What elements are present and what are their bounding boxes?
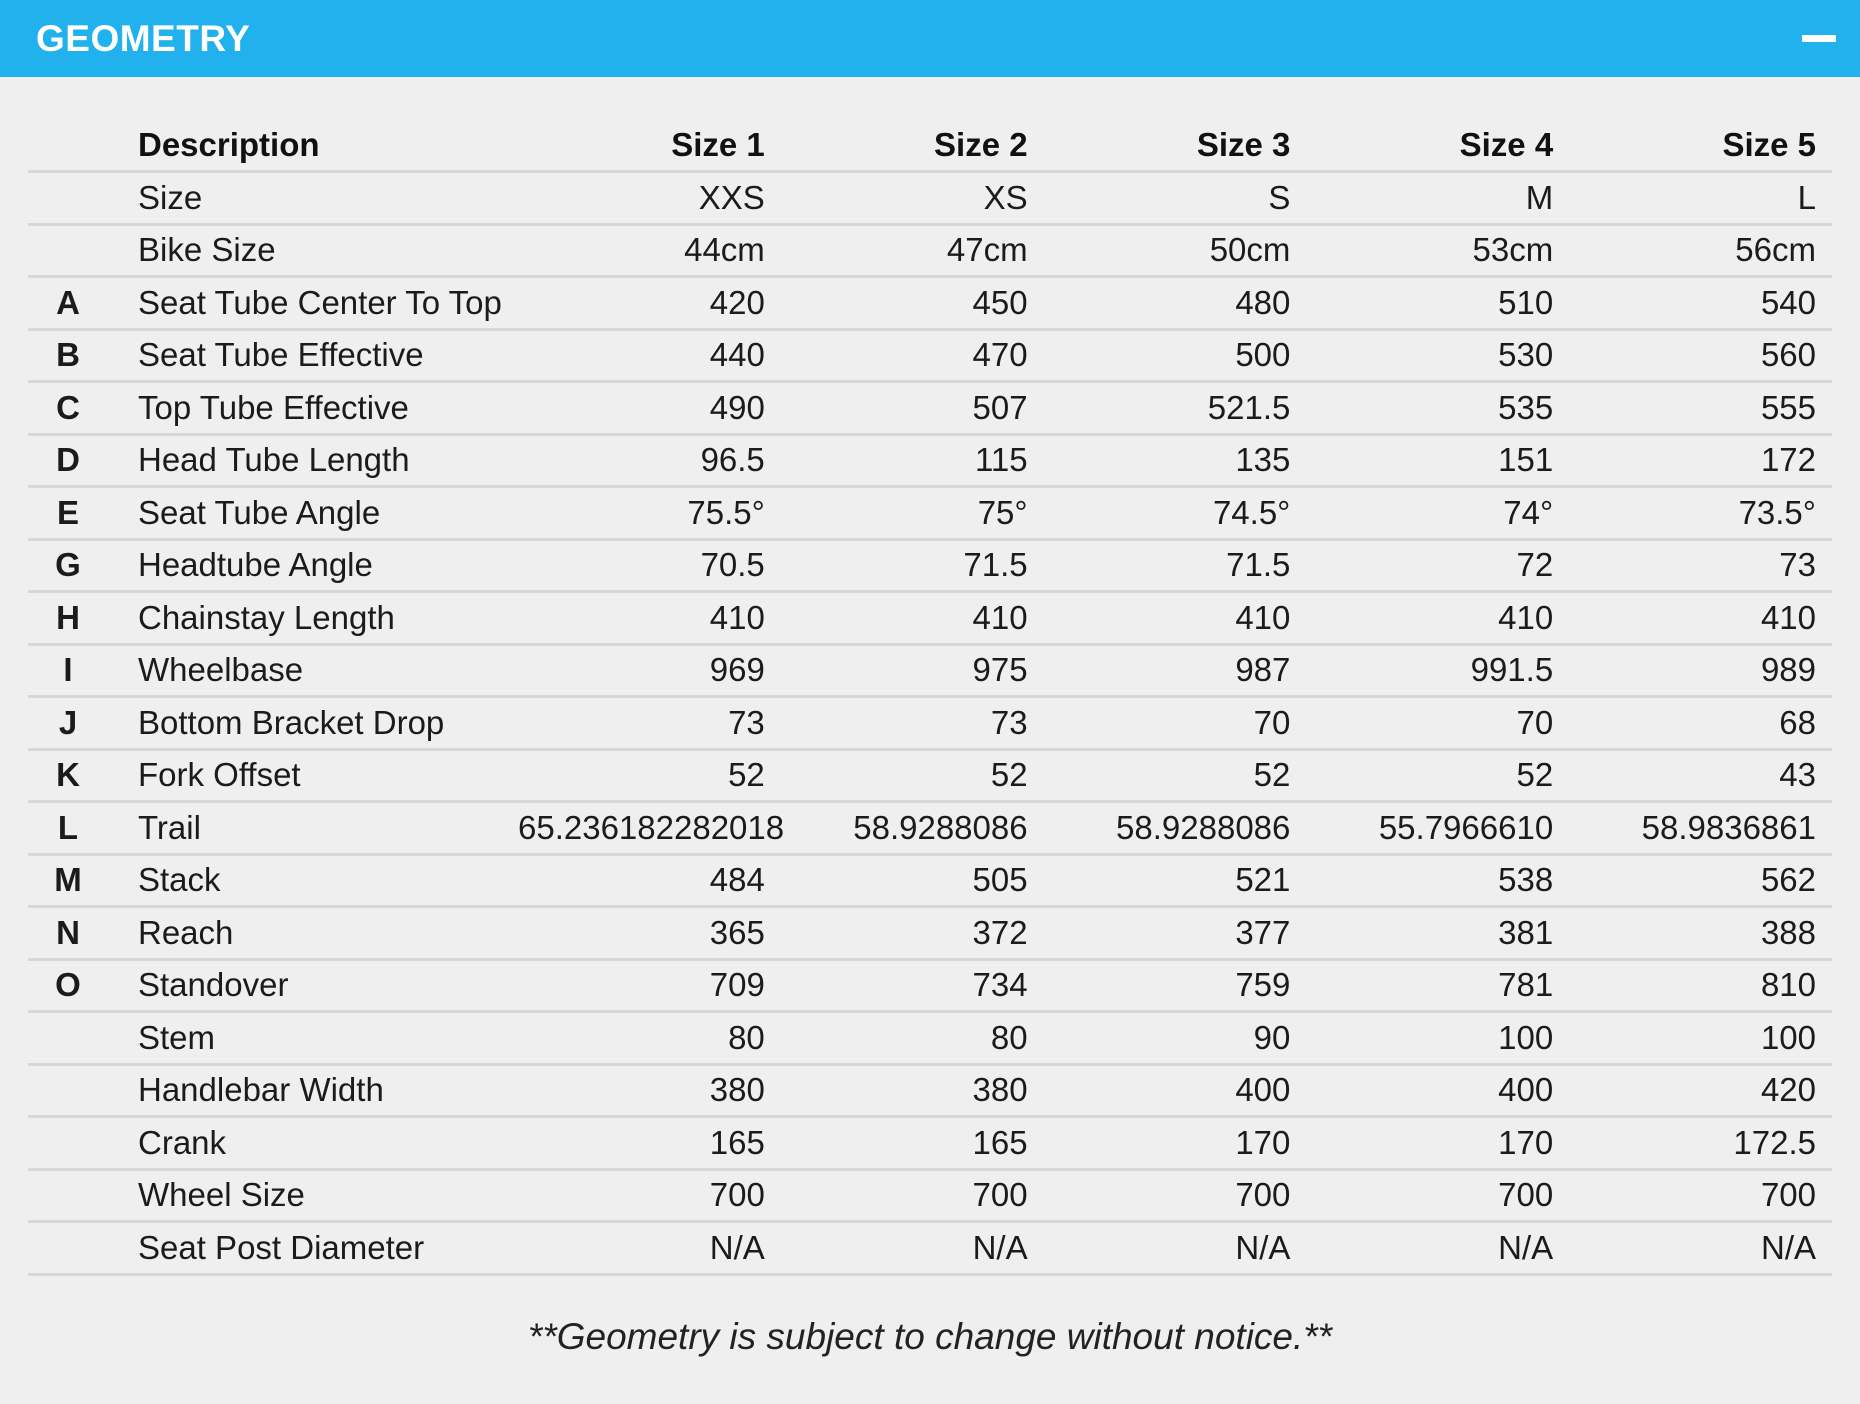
size-1-value: 70.5 [518, 539, 781, 592]
size-1-value: XXS [518, 172, 781, 225]
size-1-value: 420 [518, 277, 781, 330]
size-4-value: 410 [1306, 592, 1569, 645]
row-letter [28, 1117, 108, 1170]
size-3-value: 50cm [1044, 224, 1307, 277]
row-letter: D [28, 434, 108, 487]
size-5-value: 410 [1569, 592, 1832, 645]
row-letter: O [28, 959, 108, 1012]
row-description: Standover [108, 959, 518, 1012]
size-5-value: 100 [1569, 1012, 1832, 1065]
size-4-value: 781 [1306, 959, 1569, 1012]
size-4-value: 151 [1306, 434, 1569, 487]
row-letter: G [28, 539, 108, 592]
size-3-value: 90 [1044, 1012, 1307, 1065]
row-description: Top Tube Effective [108, 382, 518, 435]
size-1-value: 440 [518, 329, 781, 382]
size-2-value: 372 [781, 907, 1044, 960]
size-4-value: 74° [1306, 487, 1569, 540]
size-3-value: 377 [1044, 907, 1307, 960]
row-description: Wheel Size [108, 1169, 518, 1222]
size-1-value: 80 [518, 1012, 781, 1065]
size-2-value: XS [781, 172, 1044, 225]
row-description: Headtube Angle [108, 539, 518, 592]
row-letter: B [28, 329, 108, 382]
table-row [28, 959, 1832, 1012]
size-2-value: 165 [781, 1117, 1044, 1170]
size-1-value: 365 [518, 907, 781, 960]
minus-icon [1802, 35, 1836, 42]
size-4-value: 700 [1306, 1169, 1569, 1222]
size-5-value: 172 [1569, 434, 1832, 487]
row-description: Bottom Bracket Drop [108, 697, 518, 750]
table-row [28, 697, 1832, 750]
size-3-value: 135 [1044, 434, 1307, 487]
column-header-size-2: Size 2 [781, 119, 1044, 172]
size-1-value: 96.5 [518, 434, 781, 487]
size-1-value: 44cm [518, 224, 781, 277]
row-letter [28, 1064, 108, 1117]
size-5-value: 73.5° [1569, 487, 1832, 540]
row-description: Fork Offset [108, 749, 518, 802]
row-description: Trail [108, 802, 518, 855]
size-5-value: 172.5 [1569, 1117, 1832, 1170]
size-3-value: 521.5 [1044, 382, 1307, 435]
size-2-value: 470 [781, 329, 1044, 382]
table-row [28, 749, 1832, 802]
size-2-value: 410 [781, 592, 1044, 645]
size-5-value: 43 [1569, 749, 1832, 802]
row-description: Bike Size [108, 224, 518, 277]
table-row [28, 802, 1832, 855]
size-1-value: N/A [518, 1222, 781, 1275]
size-4-value: 53cm [1306, 224, 1569, 277]
size-5-value: 562 [1569, 854, 1832, 907]
size-5-value: 989 [1569, 644, 1832, 697]
table-row [28, 382, 1832, 435]
size-5-value: L [1569, 172, 1832, 225]
table-row [28, 1012, 1832, 1065]
row-letter: N [28, 907, 108, 960]
size-5-value: 388 [1569, 907, 1832, 960]
size-3-value: 70 [1044, 697, 1307, 750]
table-row [28, 434, 1832, 487]
size-2-value: 505 [781, 854, 1044, 907]
row-description: Seat Tube Center To Top [108, 277, 518, 330]
size-3-value: 400 [1044, 1064, 1307, 1117]
size-4-value: 70 [1306, 697, 1569, 750]
table-row [28, 172, 1832, 225]
table-row [28, 1117, 1832, 1170]
size-1-value: 75.5° [518, 487, 781, 540]
row-letter [28, 172, 108, 225]
size-3-value: 52 [1044, 749, 1307, 802]
column-header-size-3: Size 3 [1044, 119, 1307, 172]
table-row [28, 644, 1832, 697]
size-3-value: 480 [1044, 277, 1307, 330]
size-1-value: 969 [518, 644, 781, 697]
size-5-value: 700 [1569, 1169, 1832, 1222]
row-letter [28, 224, 108, 277]
size-4-value: 538 [1306, 854, 1569, 907]
table-header-row [28, 119, 1832, 172]
row-letter: K [28, 749, 108, 802]
table-row [28, 539, 1832, 592]
size-5-value: 540 [1569, 277, 1832, 330]
geometry-header[interactable] [0, 0, 1860, 77]
size-2-value: 71.5 [781, 539, 1044, 592]
table-row [28, 277, 1832, 330]
row-letter: A [28, 277, 108, 330]
size-1-value: 490 [518, 382, 781, 435]
size-5-value: 56cm [1569, 224, 1832, 277]
geometry-table-container [0, 77, 1860, 1276]
row-letter [28, 1169, 108, 1222]
size-2-value: 734 [781, 959, 1044, 1012]
size-2-value: 52 [781, 749, 1044, 802]
size-5-value: 68 [1569, 697, 1832, 750]
table-row [28, 224, 1832, 277]
size-4-value: 52 [1306, 749, 1569, 802]
row-description: Stack [108, 854, 518, 907]
collapse-button[interactable] [1796, 16, 1842, 62]
size-3-value: 500 [1044, 329, 1307, 382]
row-description: Chainstay Length [108, 592, 518, 645]
size-2-value: N/A [781, 1222, 1044, 1275]
size-1-value: 410 [518, 592, 781, 645]
size-2-value: 975 [781, 644, 1044, 697]
row-letter [28, 1012, 108, 1065]
row-letter: I [28, 644, 108, 697]
column-header-size-5: Size 5 [1569, 119, 1832, 172]
size-1-value: 165 [518, 1117, 781, 1170]
size-3-value: 74.5° [1044, 487, 1307, 540]
size-2-value: 115 [781, 434, 1044, 487]
size-4-value: 530 [1306, 329, 1569, 382]
row-letter: H [28, 592, 108, 645]
size-4-value: 170 [1306, 1117, 1569, 1170]
size-4-value: M [1306, 172, 1569, 225]
column-header-description: Description [108, 119, 518, 172]
size-3-value: 71.5 [1044, 539, 1307, 592]
table-row [28, 854, 1832, 907]
size-4-value: 991.5 [1306, 644, 1569, 697]
size-2-value: 450 [781, 277, 1044, 330]
size-1-value: 65.236182282018 [518, 802, 781, 855]
table-row [28, 487, 1832, 540]
size-4-value: 400 [1306, 1064, 1569, 1117]
size-1-value: 700 [518, 1169, 781, 1222]
size-3-value: 410 [1044, 592, 1307, 645]
column-header-size-4: Size 4 [1306, 119, 1569, 172]
row-description: Reach [108, 907, 518, 960]
row-description: Seat Tube Angle [108, 487, 518, 540]
size-4-value: 535 [1306, 382, 1569, 435]
row-letter: E [28, 487, 108, 540]
row-description: Head Tube Length [108, 434, 518, 487]
size-4-value: 381 [1306, 907, 1569, 960]
row-letter: C [28, 382, 108, 435]
row-description: Stem [108, 1012, 518, 1065]
size-3-value: 987 [1044, 644, 1307, 697]
row-description: Size [108, 172, 518, 225]
size-5-value: 560 [1569, 329, 1832, 382]
size-4-value: 100 [1306, 1012, 1569, 1065]
row-description: Seat Tube Effective [108, 329, 518, 382]
footnote: **Geometry is subject to change without notice.** [527, 1315, 1333, 1357]
size-1-value: 380 [518, 1064, 781, 1117]
size-1-value: 709 [518, 959, 781, 1012]
size-3-value: 521 [1044, 854, 1307, 907]
size-2-value: 75° [781, 487, 1044, 540]
size-2-value: 80 [781, 1012, 1044, 1065]
size-3-value: 170 [1044, 1117, 1307, 1170]
size-4-value: 55.7966610 [1306, 802, 1569, 855]
table-row [28, 1222, 1832, 1275]
row-letter: L [28, 802, 108, 855]
row-letter: M [28, 854, 108, 907]
row-description: Seat Post Diameter [108, 1222, 518, 1275]
row-letter: J [28, 697, 108, 750]
row-letter [28, 1222, 108, 1275]
table-row [28, 1169, 1832, 1222]
size-3-value: 759 [1044, 959, 1307, 1012]
size-4-value: 72 [1306, 539, 1569, 592]
column-header-letter [28, 119, 108, 172]
size-2-value: 47cm [781, 224, 1044, 277]
size-2-value: 700 [781, 1169, 1044, 1222]
row-description: Crank [108, 1117, 518, 1170]
size-1-value: 52 [518, 749, 781, 802]
size-5-value: 73 [1569, 539, 1832, 592]
size-4-value: 510 [1306, 277, 1569, 330]
size-3-value: 58.9288086 [1044, 802, 1307, 855]
size-1-value: 484 [518, 854, 781, 907]
geometry-table [28, 119, 1832, 1276]
size-2-value: 58.9288086 [781, 802, 1044, 855]
size-1-value: 73 [518, 697, 781, 750]
size-3-value: N/A [1044, 1222, 1307, 1275]
size-4-value: N/A [1306, 1222, 1569, 1275]
size-3-value: 700 [1044, 1169, 1307, 1222]
row-description: Handlebar Width [108, 1064, 518, 1117]
column-header-size-1: Size 1 [518, 119, 781, 172]
table-body [28, 172, 1832, 1275]
size-5-value: 810 [1569, 959, 1832, 1012]
table-row [28, 329, 1832, 382]
table-row [28, 907, 1832, 960]
size-5-value: 555 [1569, 382, 1832, 435]
size-5-value: 58.9836861 [1569, 802, 1832, 855]
size-5-value: N/A [1569, 1222, 1832, 1275]
table-row [28, 592, 1832, 645]
section-title: GEOMETRY [36, 17, 251, 59]
row-description: Wheelbase [108, 644, 518, 697]
size-3-value: S [1044, 172, 1307, 225]
size-2-value: 73 [781, 697, 1044, 750]
size-2-value: 380 [781, 1064, 1044, 1117]
size-5-value: 420 [1569, 1064, 1832, 1117]
size-2-value: 507 [781, 382, 1044, 435]
table-row [28, 1064, 1832, 1117]
